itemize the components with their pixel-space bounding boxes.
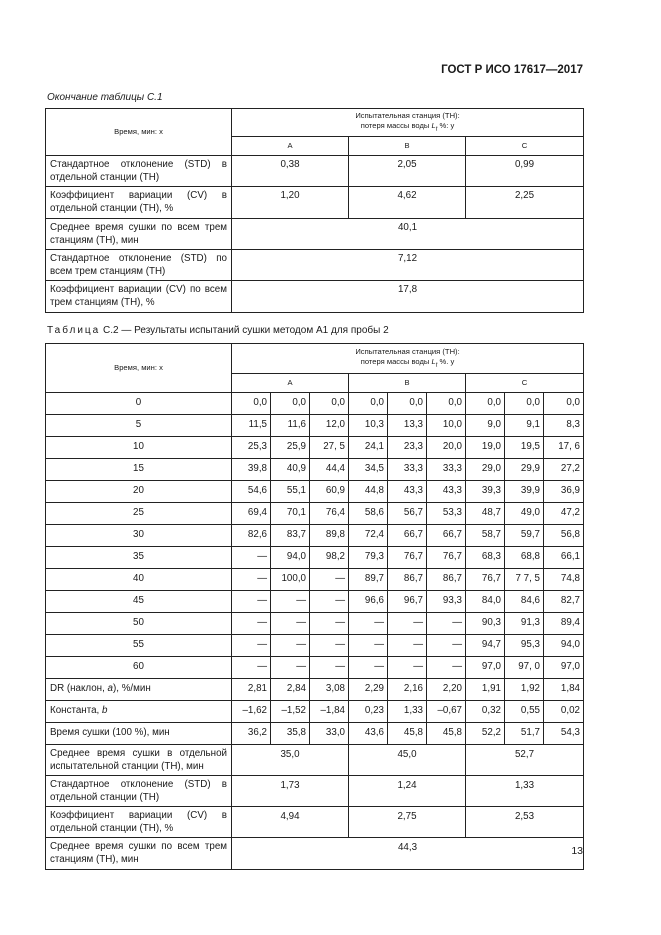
cell: 76,4	[310, 503, 349, 525]
row-label: Коэффициент вариации (CV) в отдельной станции (ТН), %	[46, 807, 232, 838]
cell: —	[427, 657, 466, 679]
cell: 33,3	[427, 459, 466, 481]
cell: 89,8	[310, 525, 349, 547]
cell: 4,62	[349, 187, 466, 219]
table1-station-b: B	[349, 137, 466, 156]
cell: 76,7	[388, 547, 427, 569]
cell: 0,99	[466, 156, 584, 187]
table1-station-c: C	[466, 137, 584, 156]
cell: 59,7	[505, 525, 544, 547]
cell: 49,0	[505, 503, 544, 525]
cell: 33,0	[310, 723, 349, 745]
cell: 84,6	[505, 591, 544, 613]
cell: 0,0	[232, 393, 271, 415]
cell: 36,2	[232, 723, 271, 745]
time-cell: 40	[46, 569, 232, 591]
cell: 76,7	[427, 547, 466, 569]
cell: 90,3	[466, 613, 505, 635]
table-row	[46, 591, 584, 613]
cell: 2,20	[427, 679, 466, 701]
cell: 82,7	[544, 591, 584, 613]
cell: 1,73	[232, 776, 349, 807]
cell: —	[232, 547, 271, 569]
cell: —	[232, 591, 271, 613]
cell: 52,2	[466, 723, 505, 745]
row-label: DR (наклон, a), %/мин	[46, 679, 232, 701]
time-cell: 35	[46, 547, 232, 569]
cell: —	[271, 591, 310, 613]
table-row	[46, 415, 584, 437]
table-row	[46, 437, 584, 459]
cell: 2,25	[466, 187, 584, 219]
cell: —	[427, 613, 466, 635]
cell: —	[232, 657, 271, 679]
cell: 35,0	[232, 745, 349, 776]
table-row	[46, 503, 584, 525]
table1-station-a: A	[232, 137, 349, 156]
cell: —	[310, 657, 349, 679]
cell: 29,9	[505, 459, 544, 481]
cell: 47,2	[544, 503, 584, 525]
cell: 93,3	[427, 591, 466, 613]
cell: 83,7	[271, 525, 310, 547]
cell: 19,0	[466, 437, 505, 459]
table-row	[46, 525, 584, 547]
time-cell: 15	[46, 459, 232, 481]
cell: 1,20	[232, 187, 349, 219]
table-row	[46, 838, 584, 870]
cell: —	[232, 635, 271, 657]
cell: 43,3	[388, 481, 427, 503]
cell: —	[271, 613, 310, 635]
cell: 17,8	[232, 281, 584, 313]
cell: 36,9	[544, 481, 584, 503]
cell: –1,84	[310, 701, 349, 723]
table-row	[46, 481, 584, 503]
cell: 29,0	[466, 459, 505, 481]
cell: 2,75	[349, 807, 466, 838]
cell: 2,29	[349, 679, 388, 701]
cell: 45,8	[388, 723, 427, 745]
cell: 1,33	[466, 776, 584, 807]
cell: —	[310, 569, 349, 591]
row-label: Коэффициент вариации (CV) по всем трем станциям (ТН), %	[46, 281, 232, 313]
table-c1-end	[45, 108, 584, 313]
table-row	[46, 701, 584, 723]
cell: 44,4	[310, 459, 349, 481]
cell: 0,55	[505, 701, 544, 723]
cell: 86,7	[427, 569, 466, 591]
table-c2	[45, 343, 584, 870]
table-row	[46, 281, 584, 313]
table-row	[46, 219, 584, 250]
cell: 19,5	[505, 437, 544, 459]
table2-time-header: Время, мин: x	[46, 344, 232, 393]
table1-caption: Окончание таблицы С.1	[47, 92, 163, 103]
cell: —	[349, 613, 388, 635]
cell: 60,9	[310, 481, 349, 503]
table2-station-a: A	[232, 374, 349, 393]
cell: 94,0	[271, 547, 310, 569]
cell: 52,7	[466, 745, 584, 776]
cell: 7 7, 5	[505, 569, 544, 591]
cell: —	[388, 635, 427, 657]
table-row	[46, 156, 584, 187]
cell: 91,3	[505, 613, 544, 635]
cell: 17, 6	[544, 437, 584, 459]
cell: 45,8	[427, 723, 466, 745]
table-row	[46, 776, 584, 807]
cell: 68,8	[505, 547, 544, 569]
cell: 11,5	[232, 415, 271, 437]
table-row	[46, 250, 584, 281]
cell: 9,1	[505, 415, 544, 437]
time-cell: 20	[46, 481, 232, 503]
cell: 72,4	[349, 525, 388, 547]
row-label: Среднее время сушки в отдельной испытательной станции (ТН), мин	[46, 745, 232, 776]
cell: 2,16	[388, 679, 427, 701]
cell: 0,0	[271, 393, 310, 415]
cell: 10,3	[349, 415, 388, 437]
cell: 54,3	[544, 723, 584, 745]
cell: 23,3	[388, 437, 427, 459]
cell: 13,3	[388, 415, 427, 437]
cell: 0,38	[232, 156, 349, 187]
cell: –1,52	[271, 701, 310, 723]
cell: —	[427, 635, 466, 657]
cell: 1,92	[505, 679, 544, 701]
cell: 79,3	[349, 547, 388, 569]
row-label: Стандартное отклонение (STD) в отдельной станции (ТН)	[46, 156, 232, 187]
time-cell: 0	[46, 393, 232, 415]
cell: 1,84	[544, 679, 584, 701]
page-number: 13	[571, 845, 583, 857]
cell: —	[388, 657, 427, 679]
time-cell: 55	[46, 635, 232, 657]
cell: 68,3	[466, 547, 505, 569]
time-cell: 50	[46, 613, 232, 635]
cell: 2,53	[466, 807, 584, 838]
table-row	[46, 679, 584, 701]
cell: 3,08	[310, 679, 349, 701]
cell: –1,62	[232, 701, 271, 723]
cell: 27,2	[544, 459, 584, 481]
time-cell: 5	[46, 415, 232, 437]
cell: —	[310, 635, 349, 657]
row-label: Коэффициент вариации (CV) в отдельной станции (ТН), %	[46, 187, 232, 219]
table2-caption: Таблица С.2 — Результаты испытаний сушки методом А1 для пробы 2	[47, 325, 389, 336]
row-label: Стандартное отклонение (STD) в отдельной станции (ТН)	[46, 776, 232, 807]
cell: 98,2	[310, 547, 349, 569]
cell: 40,1	[232, 219, 584, 250]
cell: 25,9	[271, 437, 310, 459]
cell: 39,8	[232, 459, 271, 481]
cell: 2,81	[232, 679, 271, 701]
table-row	[46, 459, 584, 481]
cell: 35,8	[271, 723, 310, 745]
cell: 7,12	[232, 250, 584, 281]
cell: 0,0	[388, 393, 427, 415]
time-cell: 60	[46, 657, 232, 679]
cell: 0,23	[349, 701, 388, 723]
cell: 82,6	[232, 525, 271, 547]
cell: 24,1	[349, 437, 388, 459]
row-label: Среднее время сушки по всем трем станциям (ТН), мин	[46, 219, 232, 250]
cell: 34,5	[349, 459, 388, 481]
cell: 96,6	[349, 591, 388, 613]
cell: 66,7	[388, 525, 427, 547]
table-row	[46, 569, 584, 591]
cell: 43,6	[349, 723, 388, 745]
cell: 44,8	[349, 481, 388, 503]
cell: 97,0	[544, 657, 584, 679]
cell: 8,3	[544, 415, 584, 437]
cell: 0,0	[505, 393, 544, 415]
cell: 97,0	[466, 657, 505, 679]
cell: 56,7	[388, 503, 427, 525]
cell: –0,67	[427, 701, 466, 723]
cell: 66,7	[427, 525, 466, 547]
cell: 0,02	[544, 701, 584, 723]
row-label: Среднее время сушки по всем трем станциям (ТН), мин	[46, 838, 232, 870]
cell: 58,6	[349, 503, 388, 525]
cell: 0,0	[466, 393, 505, 415]
table-row	[46, 723, 584, 745]
cell: 39,9	[505, 481, 544, 503]
table-row	[46, 635, 584, 657]
cell: 97, 0	[505, 657, 544, 679]
cell: 100,0	[271, 569, 310, 591]
cell: 27, 5	[310, 437, 349, 459]
cell: —	[310, 591, 349, 613]
cell: 40,9	[271, 459, 310, 481]
row-label: Стандартное отклонение (STD) по всем трем станциям (ТН)	[46, 250, 232, 281]
cell: 12,0	[310, 415, 349, 437]
cell: —	[271, 635, 310, 657]
cell: 94,7	[466, 635, 505, 657]
cell: 1,24	[349, 776, 466, 807]
cell: 20,0	[427, 437, 466, 459]
table1-time-header: Время, мин: x	[46, 109, 232, 156]
cell: 0,0	[427, 393, 466, 415]
cell: 54,6	[232, 481, 271, 503]
cell: 76,7	[466, 569, 505, 591]
time-cell: 45	[46, 591, 232, 613]
table2-station-header: Испытательная станция (ТН): потеря массы воды $L_t$ %. y	[232, 344, 584, 374]
table2-station-b: B	[349, 374, 466, 393]
cell: 86,7	[388, 569, 427, 591]
time-cell: 25	[46, 503, 232, 525]
cell: —	[271, 657, 310, 679]
cell: 9,0	[466, 415, 505, 437]
cell: —	[310, 613, 349, 635]
cell: 1,33	[388, 701, 427, 723]
cell: 70,1	[271, 503, 310, 525]
table-row	[46, 393, 584, 415]
cell: 10,0	[427, 415, 466, 437]
cell: 2,84	[271, 679, 310, 701]
cell: 0,0	[310, 393, 349, 415]
cell: 39,3	[466, 481, 505, 503]
cell: 0,0	[544, 393, 584, 415]
table-row	[46, 807, 584, 838]
cell: 44,3	[232, 838, 584, 870]
cell: 2,05	[349, 156, 466, 187]
table-row	[46, 547, 584, 569]
cell: 94,0	[544, 635, 584, 657]
cell: 55,1	[271, 481, 310, 503]
cell: 0,0	[349, 393, 388, 415]
cell: 56,8	[544, 525, 584, 547]
cell: 4,94	[232, 807, 349, 838]
row-label: Время сушки (100 %), мин	[46, 723, 232, 745]
time-cell: 10	[46, 437, 232, 459]
cell: 89,4	[544, 613, 584, 635]
cell: 53,3	[427, 503, 466, 525]
cell: 69,4	[232, 503, 271, 525]
cell: 96,7	[388, 591, 427, 613]
cell: 58,7	[466, 525, 505, 547]
time-cell: 30	[46, 525, 232, 547]
table-row	[46, 613, 584, 635]
cell: 51,7	[505, 723, 544, 745]
cell: 66,1	[544, 547, 584, 569]
cell: 84,0	[466, 591, 505, 613]
table-row	[46, 657, 584, 679]
table-row	[46, 187, 584, 219]
cell: —	[349, 657, 388, 679]
cell: 95,3	[505, 635, 544, 657]
cell: —	[349, 635, 388, 657]
cell: 45,0	[349, 745, 466, 776]
cell: 0,32	[466, 701, 505, 723]
cell: —	[388, 613, 427, 635]
cell: 1,91	[466, 679, 505, 701]
cell: 25,3	[232, 437, 271, 459]
cell: 11,6	[271, 415, 310, 437]
row-label: Константа, b	[46, 701, 232, 723]
cell: —	[232, 569, 271, 591]
cell: 74,8	[544, 569, 584, 591]
cell: 43,3	[427, 481, 466, 503]
document-id: ГОСТ Р ИСО 17617—2017	[441, 64, 583, 76]
cell: 89,7	[349, 569, 388, 591]
cell: —	[232, 613, 271, 635]
table1-station-header: Испытательная станция (ТН): потеря массы воды $L_t$ %: y	[232, 109, 584, 137]
table-row	[46, 745, 584, 776]
table2-station-c: C	[466, 374, 584, 393]
cell: 48,7	[466, 503, 505, 525]
cell: 33,3	[388, 459, 427, 481]
